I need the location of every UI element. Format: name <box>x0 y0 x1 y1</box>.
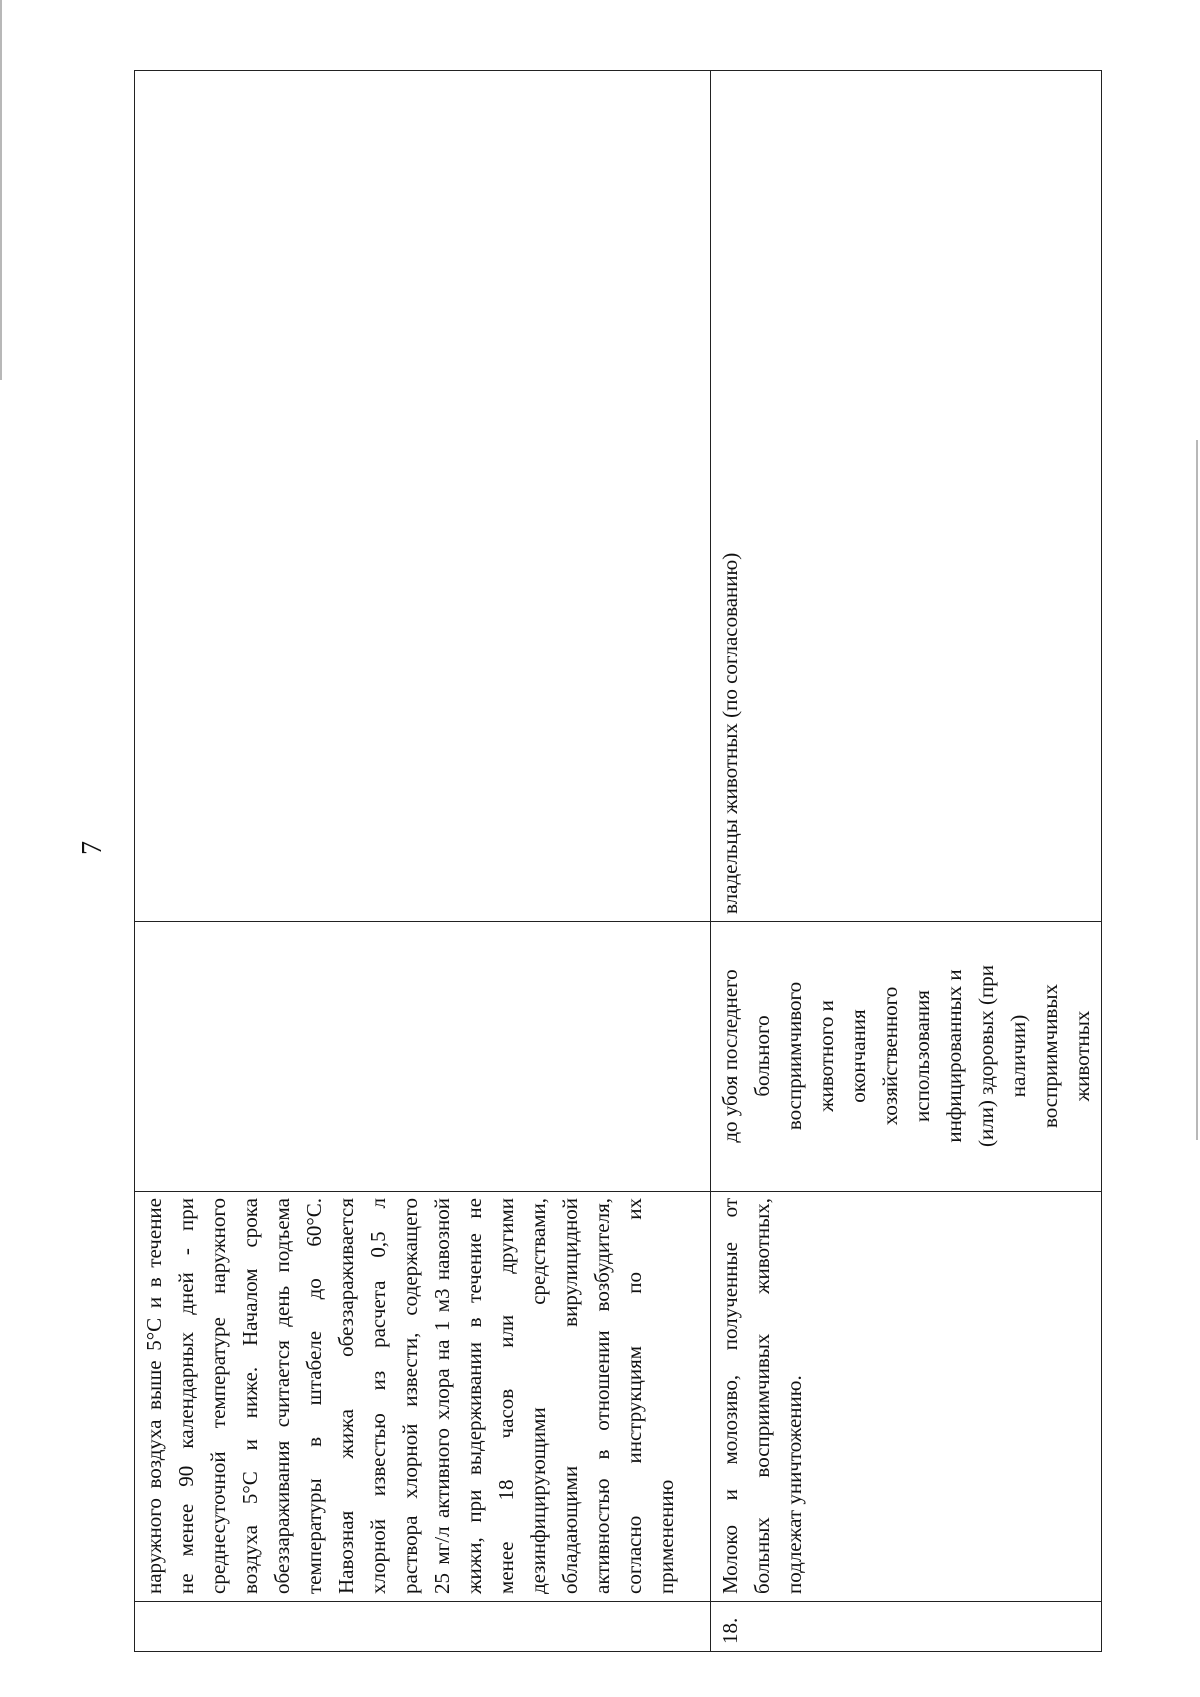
responsible-cell <box>135 71 711 922</box>
measure-text-cell <box>711 1192 1102 1602</box>
text-line: активностью в отношении возбудителя, <box>590 1198 614 1594</box>
measure-text-cell <box>135 1192 711 1602</box>
responsible-cell <box>711 71 1102 922</box>
term-line: восприимчивых <box>1038 984 1062 1128</box>
scan-edge-left <box>0 0 2 380</box>
text-line: наружного воздуха выше 5°С и в течение <box>142 1198 166 1594</box>
row-number: 18. <box>718 1617 742 1644</box>
responsible-text: владельцы животных (по согласованию) <box>718 552 742 914</box>
row-number-cell <box>135 1602 711 1652</box>
table-row-continued <box>135 71 711 1652</box>
term-line: (или) здоровых (при <box>974 964 998 1148</box>
text-line: менее 18 часов или другими <box>494 1198 518 1594</box>
text-line: жижи, при выдерживании в течение не <box>462 1198 486 1594</box>
term-line: инфицированных и <box>942 969 966 1143</box>
text-line: воздуха 5°С и ниже. Началом срока <box>238 1198 262 1594</box>
text-line: согласно инструкциям по их <box>622 1198 646 1594</box>
term-line: восприимчивого <box>782 981 806 1131</box>
text-line: обладающими вирулицидной <box>558 1198 582 1594</box>
rotated-table-container <box>134 70 1094 1652</box>
term-line: окончания <box>846 1009 870 1103</box>
term-cell <box>711 922 1102 1192</box>
term-line: хозяйственного <box>878 986 902 1126</box>
text-line: дезинфицирующими средствами, <box>526 1198 550 1594</box>
text-line: раствора хлорной извести, содержащего <box>398 1198 422 1594</box>
term-line: животных <box>1070 1010 1094 1102</box>
text-line: подлежат уничтожению. <box>782 1375 806 1594</box>
text-line: Навозная жижа обеззараживается <box>334 1198 358 1594</box>
text-line: 25 мг/л активного хлора на 1 м3 навозной <box>430 1198 454 1594</box>
text-line: больных восприимчивых животных, <box>750 1198 774 1594</box>
text-line: среднесуточной температуре наружного <box>206 1198 230 1594</box>
text-line: не менее 90 календарных дней - при <box>174 1198 198 1594</box>
term-line: больного <box>750 1015 774 1097</box>
scan-edge-right <box>1196 440 1198 1140</box>
document-table-frame <box>134 70 1094 1652</box>
row-number-cell <box>711 1602 1102 1652</box>
term-line: животного и <box>814 1000 838 1112</box>
text-line: Молоко и молозиво, полученные от <box>718 1198 742 1594</box>
term-line: использования <box>910 990 934 1122</box>
page-number: 7 <box>77 841 108 855</box>
text-line: применению <box>654 1479 678 1594</box>
text-line: обеззараживания считается день подъема <box>270 1198 294 1594</box>
term-cell <box>135 922 711 1192</box>
text-line: температуры в штабеле до 60°С. <box>302 1198 326 1594</box>
term-line: наличии) <box>1006 1014 1030 1098</box>
table-row-18 <box>711 71 1102 1652</box>
term-line: до убоя последнего <box>718 969 742 1143</box>
text-line: хлорной известью из расчета 0,5 л <box>366 1198 390 1594</box>
measures-table <box>134 70 1102 1652</box>
